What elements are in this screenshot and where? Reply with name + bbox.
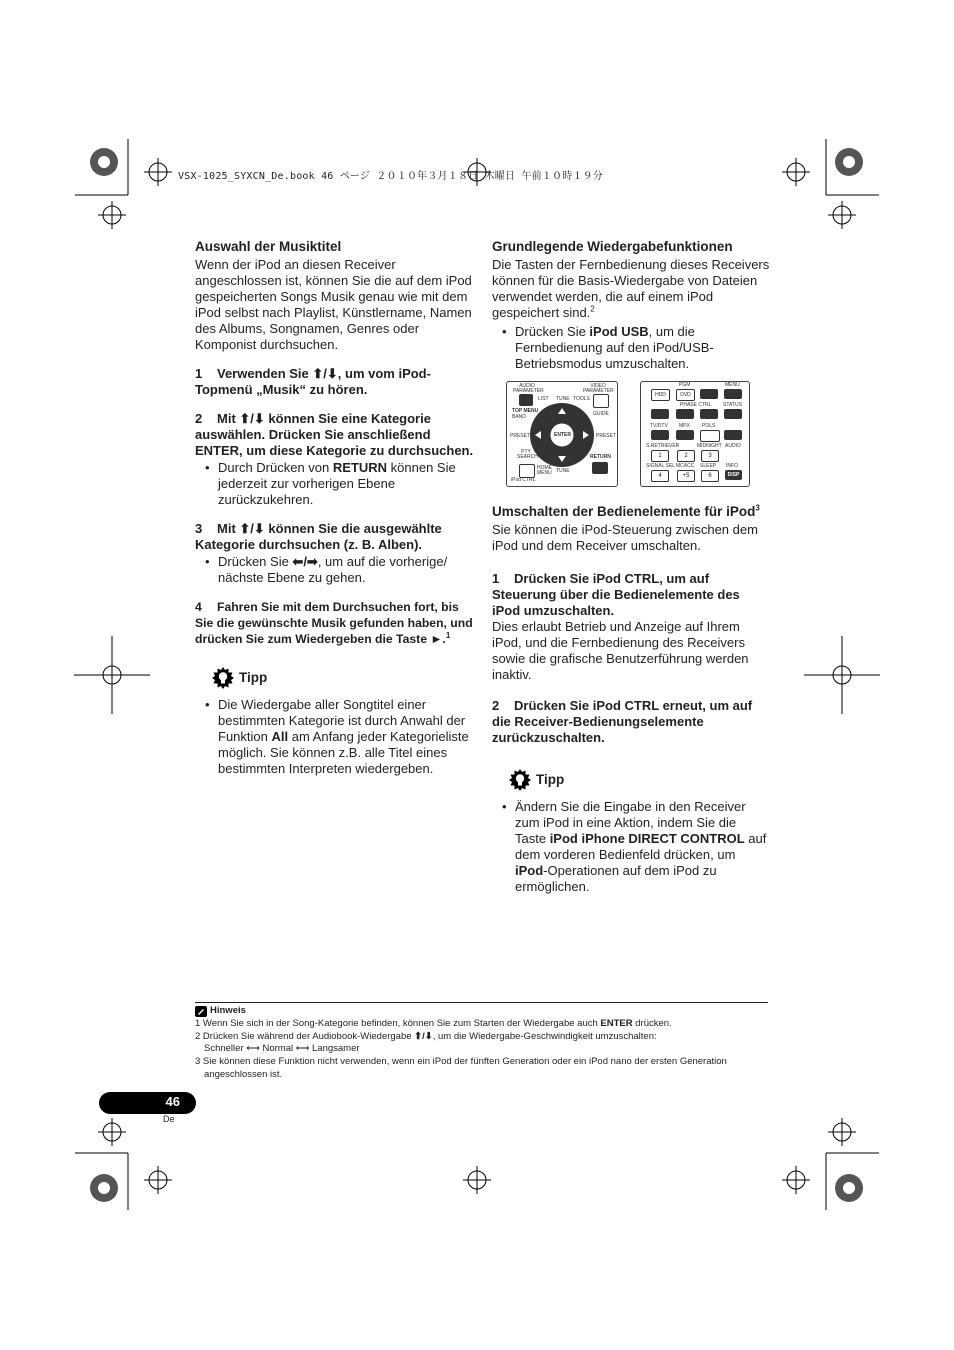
arrow-up-down-icon: ⬆/⬇: [239, 411, 265, 426]
section-title-controls: Umschalten der Bedienelemente für iPod$^3$: [492, 503, 760, 519]
footnotes: [195, 1002, 768, 1082]
arrow-up-down-icon: ⬆/⬇: [239, 521, 265, 536]
footnote-rule: [195, 1002, 768, 1003]
key-plus5-button[interactable]: +5: [677, 470, 695, 482]
arrow-up-down-icon: ⬆/⬇: [312, 366, 338, 381]
tip-bullet-right: • Ändern Sie die Eingabe in den Receiver zum iPod in eine Aktion, indem Sie die Taste iPod iPhone DIRECT CONTROL auf dem vorderen Bedienfeld drücken, um iPod-Operationen auf dem iPod zu ermöglichen.: [492, 799, 770, 895]
key-1-button[interactable]: 1: [651, 450, 669, 462]
file-header: VSX-1025_SYXCN_De.book 46 ページ ２０１０年３月１８日 木曜日 午前１０時１９分: [178, 171, 603, 182]
stop-button[interactable]: [676, 409, 694, 419]
video-parameter-button[interactable]: [593, 394, 609, 408]
footnote-title: Hinweis: [195, 1005, 768, 1018]
music-intro: Wenn der iPod an diesen Receiver angeschlossen ist, können Sie die auf dem iPod gespeicherten Songs Musik genau wie mit dem iPod selbst nach Playlist, Künstlername, Namen des Albums, Songnamen, Genres oder Komponist durchsuchen.: [195, 257, 472, 352]
previous-button[interactable]: [651, 430, 669, 440]
pause-button[interactable]: [676, 430, 694, 440]
home-icon-button[interactable]: [519, 464, 535, 478]
step-button[interactable]: [700, 430, 720, 442]
step-2-bullet: • Durch Drücken von RETURN können Sie jederzeit zur vorherigen Ebene zurückzukehren.: [195, 460, 475, 508]
tip-header-right: Tipp: [508, 768, 770, 792]
key-4-button[interactable]: 4: [651, 470, 669, 482]
next-button[interactable]: [724, 430, 742, 440]
arrow-up-down-icon: ⬆/⬇: [414, 1030, 433, 1042]
shuffle-button[interactable]: [724, 389, 742, 399]
key-6-button[interactable]: 6: [701, 470, 719, 482]
hdd-button[interactable]: HDD: [651, 389, 670, 401]
ctrl-step-1-desc: Dies erlaubt Betrieb und Anzeige auf Ihrem iPod, und die Fernbedienung des Receivers sowie die grafische Benutzerführung werden inaktiv.: [492, 619, 749, 682]
step-3: 3 Mit ⬆/⬇ können Sie die ausgewählte Kategorie durchsuchen (z. B. Alben).: [195, 521, 442, 552]
controls-intro: Sie können die iPod-Steuerung zwischen dem iPod und dem Receiver umschalten.: [492, 522, 758, 553]
lightbulb-icon: [508, 768, 532, 792]
arrow-left-right-icon: ⬅/➡: [292, 554, 318, 569]
remote-navigation-panel: AUDIO PARAMETER VIDEO PARAMETER LIST TUNE TOOLS TOP MENU BAND GUIDE PRESET PRESET ENTER PTY SEARCH HOME MENU TUNE RETURN iPod CTRL: [506, 381, 618, 487]
tip-header: Tipp: [211, 666, 475, 690]
footnote-2-speeds: Schneller ⟷ Normal ⟷ Langsamer: [204, 1043, 360, 1055]
ctrl-step-2: 2 Drücken Sie iPod CTRL erneut, um auf die Receiver-Bedienungselemente zurückzuschalten.: [492, 698, 753, 745]
page-number-tab: [99, 1092, 196, 1114]
key-3-button[interactable]: 3: [701, 450, 719, 462]
step-4: 4 Fahren Sie mit dem Durchsuchen fort, bis Sie die gewünschte Musik gefunden haben, und drücken Sie zum Wiedergeben die Taste ►.$^1$: [195, 600, 473, 646]
footnote-1: 1 Wenn Sie sich in der Song-Kategorie befinden, können Sie zum Starten der Wiedergabe auch ENTER drücken.: [195, 1017, 672, 1029]
fast-forward-button[interactable]: [724, 409, 742, 419]
left-column: [195, 239, 475, 777]
repeat-button[interactable]: [700, 389, 718, 399]
playback-bullet: • Drücken Sie iPod USB, um die Fernbedienung auf den iPod/USB-Betriebsmodus umzuschalten.: [492, 324, 770, 372]
note-pencil-icon: [195, 1006, 207, 1017]
tip-bullet: • Die Wiedergabe aller Songtitel einer bestimmten Kategorie ist durch Anwahl der Funktion All am Anfang jeder Kategorieliste möglich. Sie können z.B. alle Titel eines bestimmten Interpreten wiedergeben.: [195, 697, 475, 777]
remote-playback-panel: PGM MENU HDD DVD PHASE CTRL STATUS TV/DTV MPX POLS S.RETRIEVER MIDNIGHT AUDIO 1 2 3 SIGNAL SEL MCACC SLEEP INFO 4 +5 6 DISP: [640, 381, 750, 487]
page-number: 46: [165, 1094, 180, 1109]
playback-intro: Die Tasten der Fernbedienung dieses Receivers können für die Basis-Wiedergabe von Dateien verwendet werden, die auf einem iPod gespeichert sind.$^2$: [492, 257, 770, 320]
right-column: [492, 239, 770, 895]
step-2: 2 Mit ⬆/⬇ können Sie eine Kategorie auswählen. Drücken Sie anschließend ENTER, um diese Kategorie zu durchsuchen.: [195, 411, 474, 458]
return-button[interactable]: [592, 462, 608, 474]
ctrl-step-1: 1 Drücken Sie iPod CTRL, um auf Steuerung über die Bedienelemente des iPod umzuschalten.: [492, 571, 740, 618]
dvd-button[interactable]: DVD: [676, 389, 695, 401]
play-button[interactable]: [700, 409, 718, 419]
key-2-button[interactable]: 2: [677, 450, 695, 462]
disp-button[interactable]: DISP: [725, 470, 742, 480]
footnote-3: 3 Sie können diese Funktion nicht verwenden, wenn ein iPod der fünften Generation oder ein iPod nano der ersten Generation angeschlossen ist.: [195, 1056, 727, 1080]
section-title-playback: Grundlegende Wiedergabefunktionen: [492, 239, 733, 254]
step-1: 1 Verwenden Sie ⬆/⬇, um vom iPod-Topmenü „Musik“ zu hören.: [195, 366, 431, 397]
section-title-music-selection: Auswahl der Musiktitel: [195, 239, 342, 254]
lightbulb-icon: [211, 666, 235, 690]
step-3-bullet: • Drücken Sie ⬅/➡, um auf die vorherige/ nächste Ebene zu gehen.: [195, 554, 475, 586]
footnote-2: 2 Drücken Sie während der Audiobook-Wiedergabe ⬆/⬇, um die Wiedergabe-Geschwindigkeit umzuschalten:: [195, 1030, 657, 1042]
page-language: De: [163, 1114, 175, 1124]
rewind-button[interactable]: [651, 409, 669, 419]
